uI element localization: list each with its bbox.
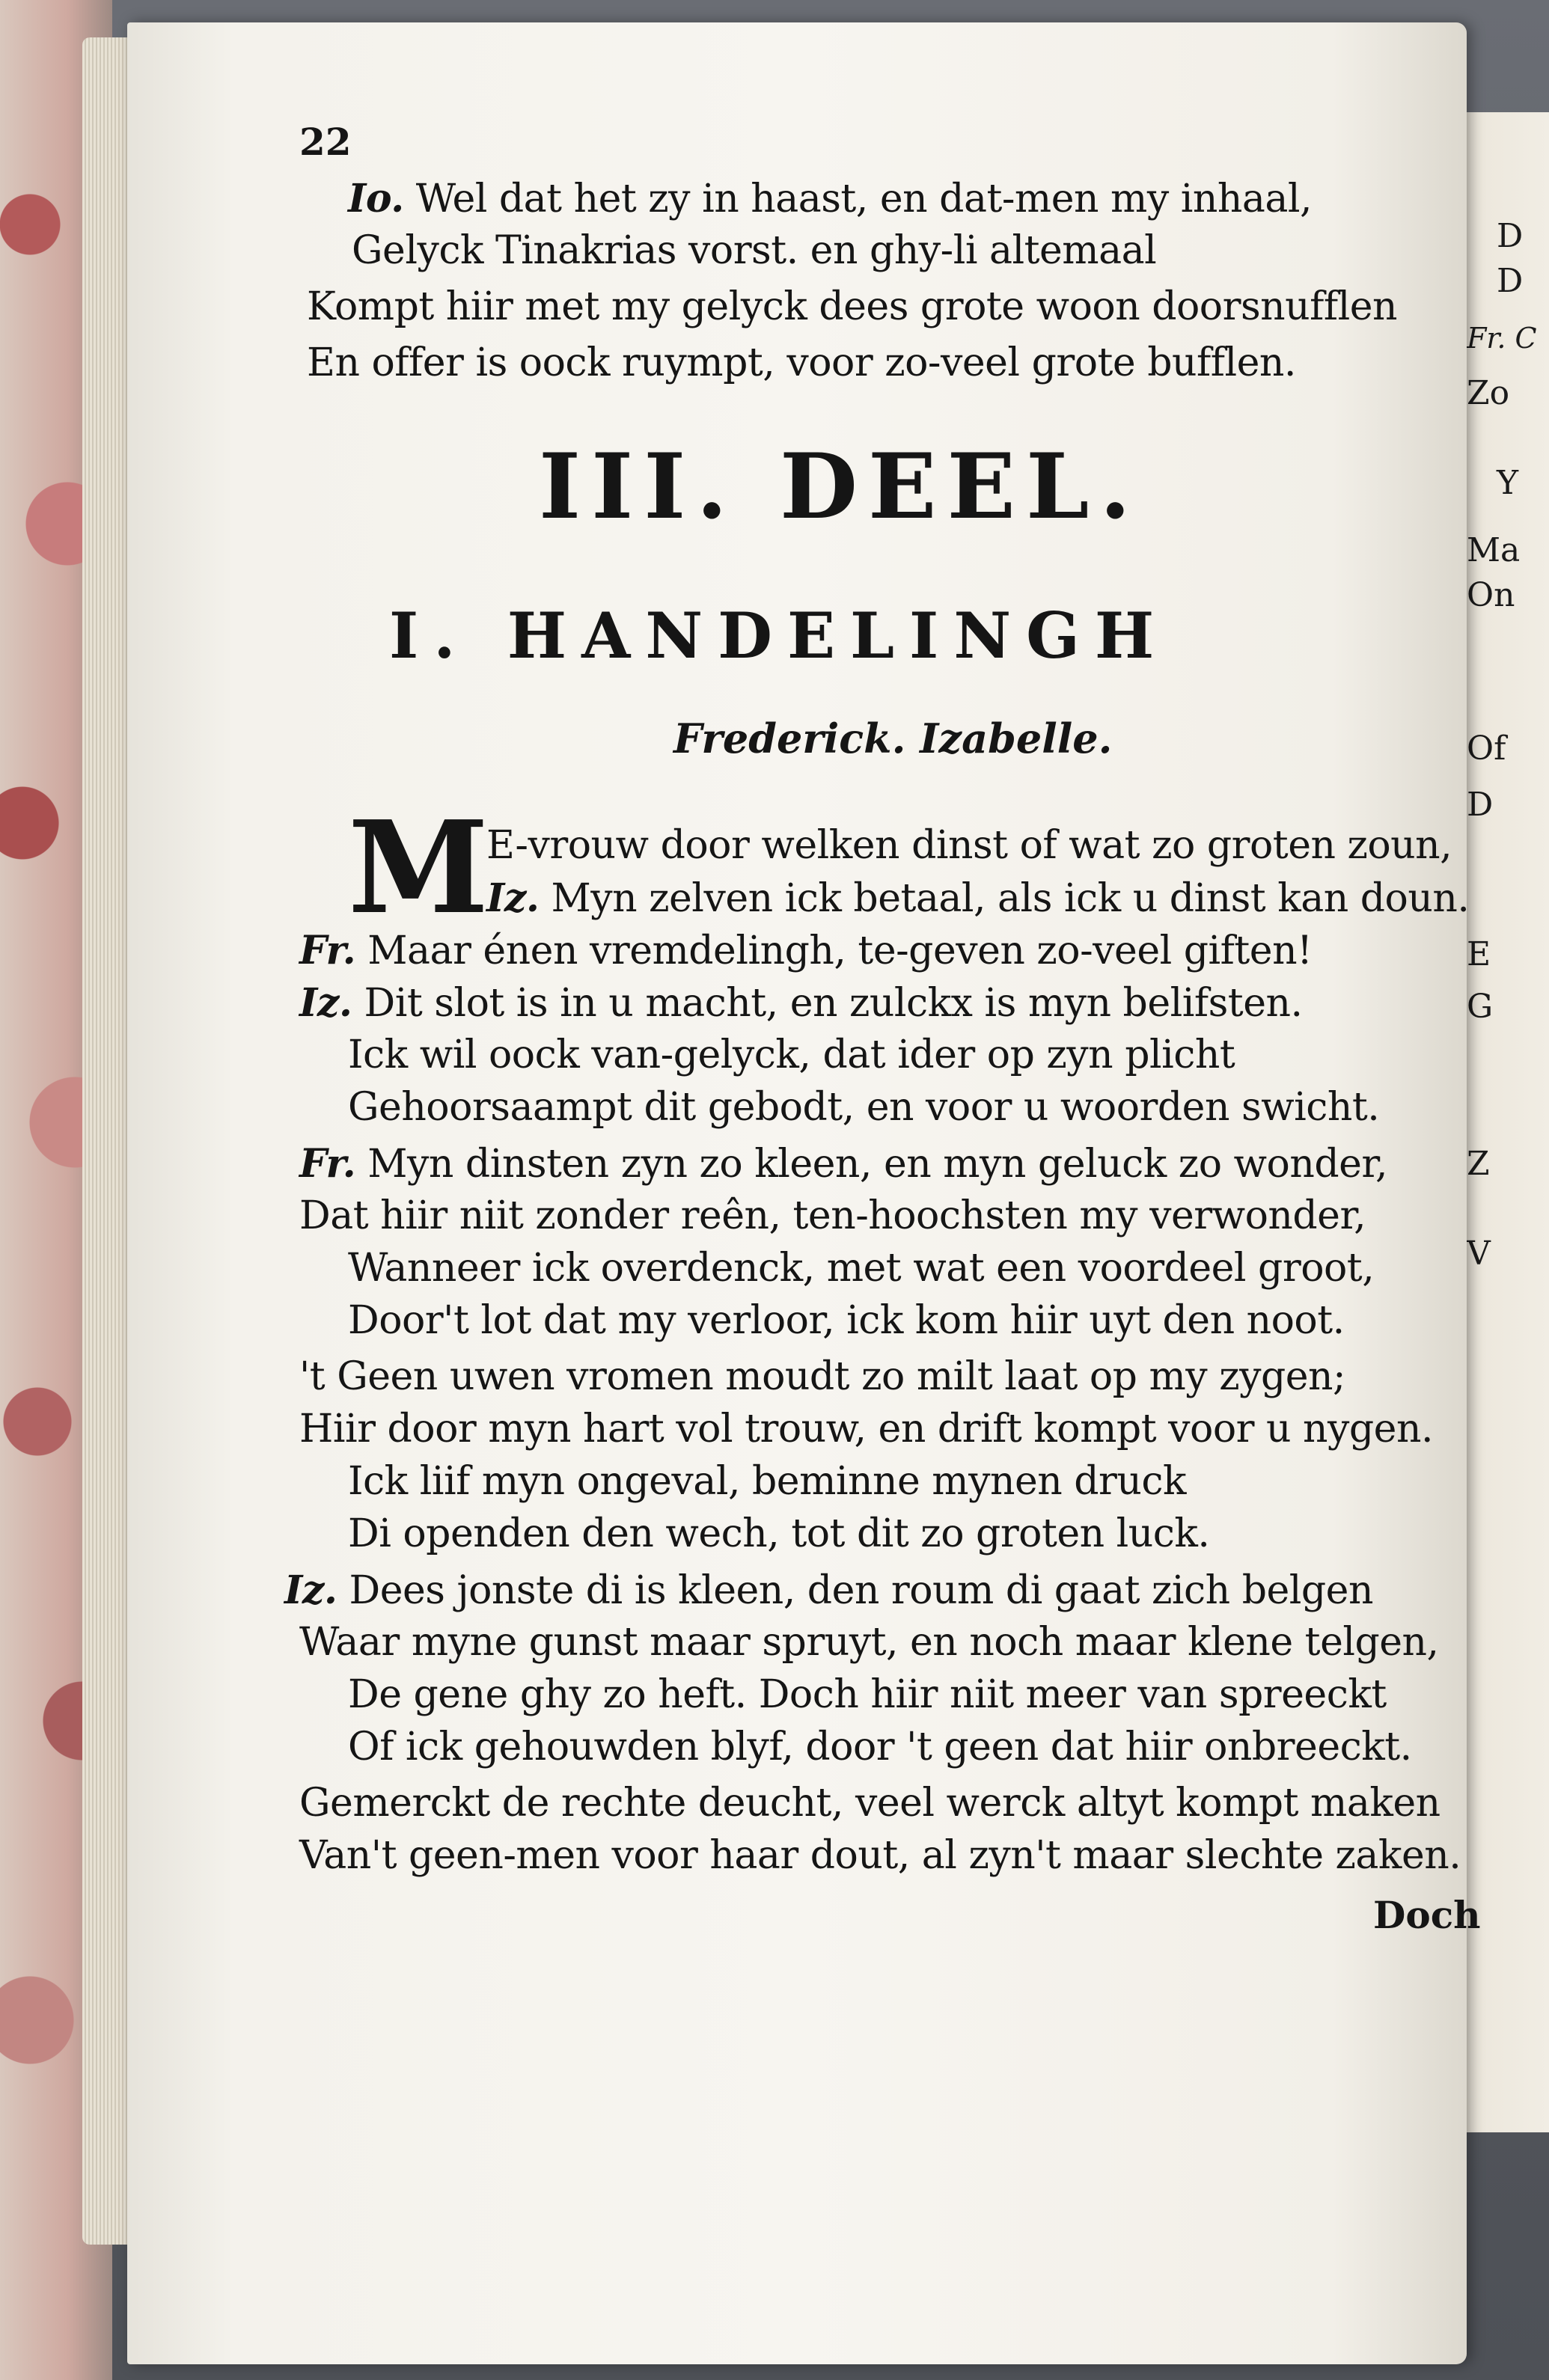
speaker-label: Fr. — [299, 1141, 356, 1187]
speaker-label: Iz. — [486, 875, 540, 921]
verse-text: Wel dat het zy in haast, en dat-men my inhaal, — [415, 177, 1313, 221]
verse-line — [307, 340, 1296, 385]
verse-line — [299, 1620, 1439, 1665]
verse-line — [486, 823, 1452, 868]
verse-line — [348, 1033, 1235, 1077]
scene-title: I. HANDELINGH — [389, 599, 1170, 673]
facing-page-letter: Ma — [1467, 531, 1521, 569]
verse-line — [348, 1511, 1209, 1556]
verse-text: 't Geen uwen vromen moudt zo milt laat op my zygen; — [299, 1354, 1346, 1399]
verse-line — [299, 1781, 1440, 1826]
speaker-label: Fr. — [299, 928, 356, 973]
facing-page-letter: D — [1497, 217, 1524, 255]
verse-text: Myn zelven ick betaal, als ick u dinst kan doun. — [551, 876, 1470, 921]
verse-line — [299, 980, 1302, 1026]
speaker-label: Io. — [348, 176, 404, 221]
verse-text: E-vrouw door welken dinst of wat zo groten zoun, — [486, 823, 1452, 868]
facing-page-letter: Y — [1497, 464, 1519, 502]
verse-text: Kompt hiir met my gelyck dees grote woon doorsnufflen — [307, 284, 1398, 329]
facing-page-letter: D — [1497, 262, 1524, 300]
verse-line — [486, 875, 1469, 921]
verse-line — [299, 1141, 1387, 1187]
facing-page-letter: Fr. C — [1467, 322, 1537, 355]
page-number: 22 — [299, 120, 352, 164]
verse-text: Myn dinsten zyn zo kleen, en myn geluck zo wonder, — [367, 1142, 1388, 1187]
verse-line — [299, 1354, 1345, 1399]
facing-page-letter: G — [1467, 988, 1494, 1026]
verse-line — [348, 1672, 1387, 1717]
verse-text: Gemerckt de rechte deucht, veel werck altyt kompt maken — [299, 1781, 1440, 1826]
facing-page-letter: D — [1467, 786, 1494, 824]
verse-line — [299, 1193, 1366, 1238]
verse-text: Gehoorsaampt dit gebodt, en voor u woorden swicht. — [348, 1085, 1380, 1130]
speaker-label: Iz. — [299, 980, 352, 1026]
verse-text: Ick liif myn ongeval, beminne mynen druck — [348, 1459, 1187, 1504]
verse-line — [307, 284, 1397, 329]
verse-line — [348, 176, 1312, 221]
verse-text: En offer is oock ruympt, voor zo-veel grote bufflen. — [307, 340, 1296, 385]
verse-text: Dit slot is in u macht, en zulckx is myn belifsten. — [364, 981, 1303, 1026]
verse-text: Maar énen vremdelingh, te-geven zo-veel giften! — [367, 929, 1313, 973]
verse-text: Hiir door myn hart vol trouw, en drift kompt voor u nygen. — [299, 1407, 1433, 1451]
verse-text: Dat hiir niit zonder reên, ten-hoochsten my verwonder, — [299, 1193, 1366, 1238]
verse-text: Gelyck Tinakrias vorst. en ghy-li altemaal — [352, 228, 1157, 273]
verse-text: Ick wil oock van-gelyck, dat ider op zyn plicht — [348, 1033, 1235, 1077]
facing-page-letter: Z — [1467, 1145, 1490, 1183]
verse-line — [352, 228, 1156, 273]
verse-line — [299, 928, 1312, 973]
facing-page-letter: Of — [1467, 729, 1506, 768]
verse-text: Wanneer ick overdenck, met wat een voordeel groot, — [348, 1246, 1375, 1291]
verse-text: Van't geen-men voor haar dout, al zyn't maar slechte zaken. — [299, 1833, 1461, 1878]
verse-line — [299, 1407, 1433, 1451]
verse-text: Di openden den wech, tot dit zo groten luck. — [348, 1511, 1210, 1556]
facing-page-letter: Zo — [1467, 374, 1510, 412]
catchword: Doch — [1373, 1893, 1481, 1937]
verse-text: Waar myne gunst maar spruyt, en noch maar klene telgen, — [299, 1620, 1439, 1665]
speaker-label: Iz. — [284, 1567, 337, 1613]
characters-list: Frederick. Izabelle. — [673, 715, 1113, 762]
verse-line — [348, 1246, 1374, 1291]
verse-text: Door't lot dat my verloor, ick kom hiir uyt den noot. — [348, 1298, 1345, 1343]
verse-text: Of ick gehouwden blyf, door 't geen dat hiir onbreeckt. — [348, 1725, 1412, 1769]
facing-page-letter: V — [1467, 1235, 1491, 1273]
part-title: III. DEEL. — [539, 434, 1142, 539]
verse-line — [348, 1298, 1345, 1343]
verse-text: Dees jonste di is kleen, den roum di gaat zich belgen — [349, 1568, 1373, 1613]
verse-line — [284, 1567, 1373, 1613]
verse-line — [348, 1459, 1186, 1504]
drop-cap: M — [348, 793, 489, 943]
verse-line — [348, 1085, 1379, 1130]
facing-page-letter: On — [1467, 576, 1515, 614]
verse-line — [299, 1833, 1461, 1878]
facing-page-letter: E — [1467, 935, 1491, 973]
verse-line — [348, 1725, 1412, 1769]
verse-text: De gene ghy zo heft. Doch hiir niit meer van spreeckt — [348, 1672, 1387, 1717]
